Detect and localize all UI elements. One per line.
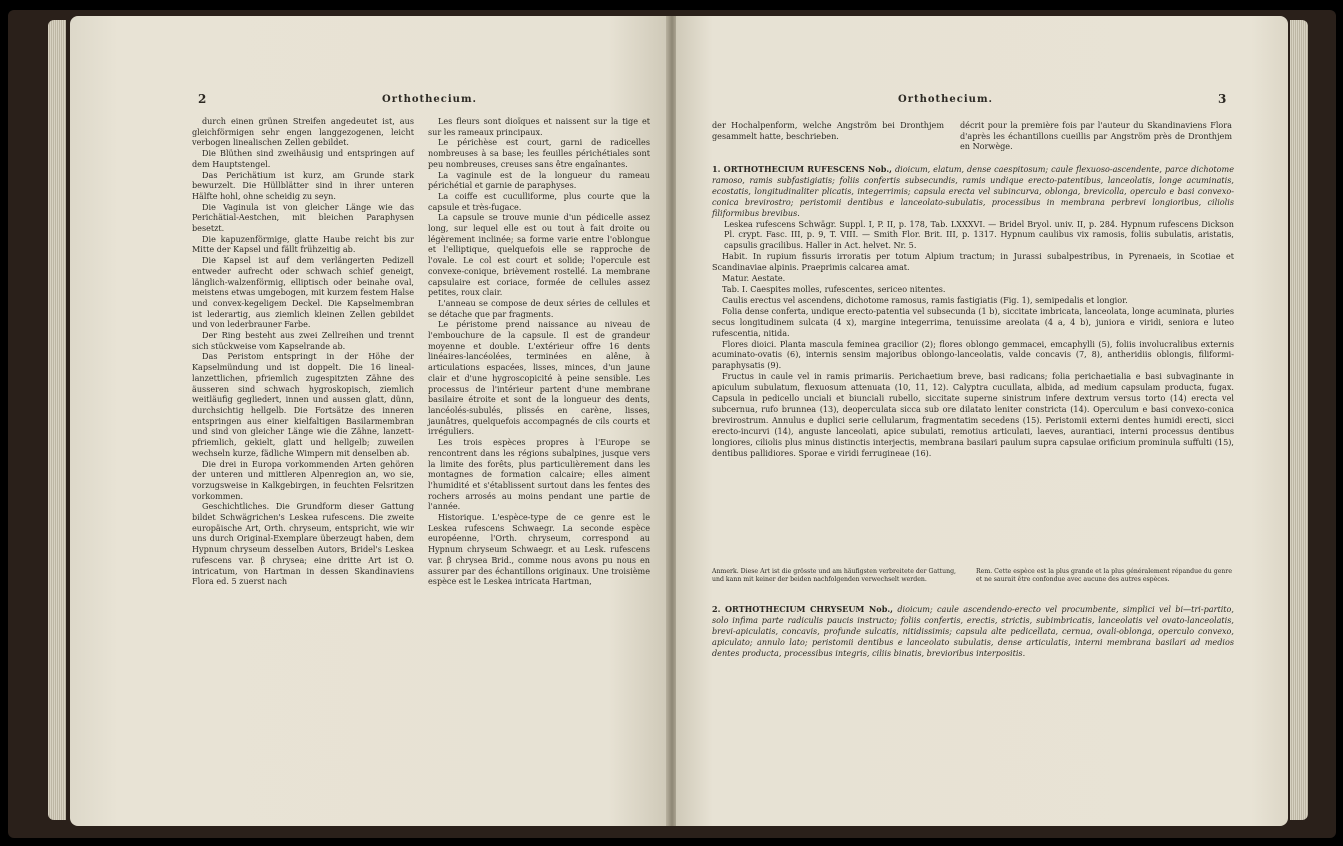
paragraph: Das Perichätium ist kurz, am Grunde stark bewurzelt. Die Hüllblätter sind in ihrer unteren Hälfte hohl, ohne scheidig zu seyn. <box>192 169 414 201</box>
paragraph: Die kapuzenförmige, glatte Haube reicht bis zur Mitte der Kapsel und fällt frühzeitig ab. <box>192 233 414 255</box>
habitat: Habit. In rupium fissuris irroratis per totum Alpium tractum; in Jurassi subalpestribus, in Pyrenaeis, in Scotiae et Scandinaviae alpinis. Praeprimis calcarea amat. <box>712 251 1234 273</box>
paragraph: L'anneau se compose de deux séries de cellules et se détache que par fragments. <box>428 297 650 319</box>
table-ref: Tab. I. Caespites molles, rufescentes, sericeo nitentes. <box>722 283 946 294</box>
right-page <box>676 16 1288 826</box>
french-remark: Rem. Cette espèce est la plus grande et la plus généralement répandue du genre et ne saurait être confondue avec aucune des autres espèces. <box>976 568 1232 583</box>
species-diagnosis: dioicum; caule ascendendo-erecto vel procumbente, simplici vel bi—tri-partito, solo infima parte radiculis paucis instructo; foliis confertis, erectis, strictis, subimbricatis, lanceolatis vel ovato-lanceolatis, brevi-apiculatis, concavis, profunde sulcatis, nitidissimis; capsula alte pedicellata, cernua, ovali-oblonga, operculo convexo, apiculato; annulo lato; peristomii dentibus e lanceolato subulatis, dense articulatis, interni membrana basilari ad medios dentes producta, processibus integris, ciliis binatis, brevioribus interpositis. <box>712 604 1234 658</box>
german-intro: der Hochalpenform, welche Angström bei Dronthjem gesammelt hatte, beschrieben. <box>712 120 944 141</box>
page-edges-right <box>1290 20 1308 820</box>
species-2 <box>712 604 1234 659</box>
paragraph: Die Blüthen sind zweihäusig und entspringen auf dem Hauptstengel. <box>192 148 414 169</box>
running-head: Orthothecium. <box>898 94 994 105</box>
paragraph: Historique. L'espèce-type de ce genre est le Leskea rufescens Schwaegr. La seconde espèce européenne, l'Orth. chryseum, correspond au Hypnum chryseum Schwaegr. et au Lesk. rufescens var. β chrysea Brid., comme nous avons pu nous en assurer par des échantillons originaux. Une troisième espèce est le Leskea intricata Hartman, <box>428 512 650 587</box>
paragraph: Les trois espèces propres à l'Europe se rencontrent dans les régions subalpines, jusque vers la limite des forêts, plus particulièrement dans les montagnes de formation calcaire; elles aiment l'humidité et s'établissent surtout dans les fentes des rochers arrosés au moins pendant une partie de l'année. <box>428 437 650 512</box>
species-title: 2. ORTHOTHECIUM CHRYSEUM Nob., <box>712 604 893 614</box>
page-number: 2 <box>198 92 207 106</box>
french-intro: décrit pour la première fois par l'auteur du Skandinaviens Flora d'après les échantillons cueillis par Angström près de Dronthjem en Norwège. <box>960 120 1232 152</box>
species-diagnosis: dioicum, elatum, dense caespitosum; caule flexuoso-ascendente, parce dichotome ramoso, ramis subfastigiatis; foliis confertis subsecundis, ramis undique erecto-patentibus, lanceolatis, longe acuminatis, ecostatis, longitudinaliter plicatis, integerrimis; capsula erecta vel subincurva, oblonga, brevicolla, operculo e basi convexo-conica brevirostro; peristomii dentibus e lanceolato-subulatis, processibus in membrana perbrevi longioribus, ciliolis filiformibus brevibus. <box>712 164 1234 218</box>
paragraph: Le périchèse est court, garni de radicelles nombreuses à sa base; les feuilles périchétiales sont peu nombreuses, creuses sans être engaînantes. <box>428 137 650 169</box>
species-title: 1. ORTHOTHECIUM RUFESCENS Nob., <box>712 164 893 174</box>
paragraph: Die Vaginula ist von gleicher Länge wie das Perichätial-Aestchen, mit bleichen Paraphysen besetzt. <box>192 201 414 234</box>
paragraph: La coiffe est cuculliforme, plus courte que la capsule et très-fugace. <box>428 190 650 212</box>
page-number: 3 <box>1218 92 1227 106</box>
paragraph: Geschichtliches. Die Grundform dieser Gattung bildet Schwägrichen's Leskea rufescens. Die zweite europäische Art, Orth. chryseum, entspricht, wie wir uns durch Original-Exemplare überzeugt haben, dem Hypnum chryseum desselben Autors, Bridel's Leskea rufescens var. β chrysea; eine dritte Art ist O. intricatum, von Hartman in dessen Skandinaviens Flora ed. 5 zuerst nach <box>192 501 414 587</box>
fructus: Fructus in caule vel in ramis primariis. Perichaetium breve, basi radicans; folia perichaetialia e basi subvaginante in apiculum subulatum, flexuosum attenuata (10, 11, 12). Calyptra cucullata, albida, ad medium capsulam producta, fugax. Capsula in pedicello unciali et biunciali rubello, siccitate superne sinistrum infere dextrum versus torto (14) erecta vel subcernua, rufo brunnea (13), deoperculata sicca sub ore dilatato leniter constricta (14). Operculum e basi convexo-conica brevirostrum. Annulus e duplici serie cellularum, fragmentatim secedens (15). Peristomii externi dentes humidi erecti, sicci erecto-incurvi (14), anguste lanceolati, apice subulati, remotius articulati, laeves, aurantiaci, interni processus dentibus longiores, ciliolis plus minus distinctis interjectis, membrana basilari paulum supra capsulae orificium prominula suffulti (15), dentibus pallidiores. Sporae e viridi ferrugineae (16). <box>712 371 1234 458</box>
paragraph: Die drei in Europa vorkommenden Arten gehören der unteren und mittleren Alpenregion an, wo sie, vorzugsweise in Kalkgebirgen, in feuchten Felsritzen vorkommen. <box>192 458 414 501</box>
german-remark: Anmerk. Diese Art ist die grösste und am häufigsten verbreitete der Gattung, und kann mit keiner der beiden nachfolgenden verwechselt werden. <box>712 568 956 583</box>
paragraph: Die Kapsel ist auf dem verlängerten Pedizell entweder aufrecht oder schwach schief geneigt, länglich-walzenförmig, elliptisch oder beinahe oval, meistens etwas umgebogen, mit kurzem festem Halse und convex-kegeligem Deckel. Die Kapselmembran ist lederartig, aus ziemlich kleinen Zellen gebildet und von lederbrauner Farbe. <box>192 255 414 330</box>
page-edges-left <box>48 20 66 820</box>
paragraph: La capsule se trouve munie d'un pédicelle assez long, sur lequel elle est ou tout à fait droite ou légèrement inclinée; sa forme varie entre l'oblongue et l'elliptique, quelquefois elle se rapproche de l'ovale. Le col est court et solide; l'opercule est convexe-conique, brièvement rostellé. La membrane capsulaire est coriace, formée de cellules assez petites, roux clair. <box>428 212 650 298</box>
maturity: Matur. Aestate. <box>722 273 786 284</box>
paragraph: La vaginule est de la longueur du rameau périchétial et garnie de paraphyses. <box>428 169 650 191</box>
left-page <box>70 16 668 826</box>
flores: Flores dioici. Planta mascula feminea gracilior (2); flores oblongo gemmacei, emcaphylli (5), foliis involucralibus externis acuminato-ovatis (6), internis sensim majoribus oblongo-lanceolatis, valde concavis (7, 8), antheridiis oblongis, filiformi-paraphysatis (9). <box>712 338 1234 371</box>
paragraph: Le péristome prend naissance au niveau de l'embouchure de la capsule. Il est de grandeur moyenne et double. L'extérieur offre 16 dents linéaires-lancéolées, terminées en alêne, à articulations espacées, lisses, minces, d'un jaune clair et d'une hygroscopicité à peine sensible. Les processus de l'intérieur partent d'une membrane basilaire étroite et sont de la longueur des dents, lancéolés-subulés, plissés en carène, lisses, jaunâtres, quelquefois accompagnés de cils courts et irréguliers. <box>428 319 650 437</box>
paragraph: Les fleurs sont dioïques et naissent sur la tige et sur les rameaux principaux. <box>428 116 650 137</box>
caulis: Caulis erectus vel ascendens, dichotome ramosus, ramis fastigiatis (Fig. 1), semipedalis et longior. <box>722 294 1128 305</box>
paragraph: durch einen grünen Streifen angedeutet ist, aus gleichförmigen sehr engen langgezogenen, leicht verbogen linealischen Zellen gebildet. <box>192 116 414 148</box>
synonymy: Leskea rufescens Schwägr. Suppl. I, P. II, p. 178, Tab. LXXXVI. — Bridel Bryol. univ. II, p. 284. Hypnum rufescens Dickson Pl. crypt. Fasc. III, p. 9, T. VIII. — Smith Flor. Brit. III, p. 1317. Hypnum caulibus vix ramosis, foliis subulatis, aristatis, capsulis gracilibus. Haller in Act. helvet. Nr. 5. <box>724 218 1234 251</box>
folia: Folia dense conferta, undique erecto-patentia vel subsecunda (1 b), siccitate imbricata, lanceolata, longe acuminata, pluries secus longitudinem sulcata (4 x), margine integerrima, tenuissime areolata (4 a, 4 b), juniora e viridi, seniora e luteo rufescentia, nitida. <box>712 305 1234 338</box>
paragraph: Der Ring besteht aus zwei Zellreihen und trennt sich stückweise vom Kapselrande ab. <box>192 330 414 351</box>
running-head: Orthothecium. <box>382 94 478 105</box>
german-column <box>192 116 414 587</box>
french-column <box>428 116 650 587</box>
paragraph: Das Peristom entspringt in der Höhe der Kapselmündung und ist doppelt. Die 16 lineal-lanzettlichen, pfriemlich zugespitzten Zähne des äusseren sind schwach hygroskopisch, ziemlich weitläufig gegliedert, innen und aussen glatt, dünn, durchsichtig hellgelb. Die Fortsätze des inneren entspringen aus einer kielfaltigen Basilarmembran und sind von gleicher Länge wie die Zähne, lanzett-pfriemlich, gekielt, glatt und hellgelb; zuweilen wechseln kurze, fädliche Wimpern mit denselben ab. <box>192 351 414 458</box>
species-1 <box>712 164 1234 458</box>
